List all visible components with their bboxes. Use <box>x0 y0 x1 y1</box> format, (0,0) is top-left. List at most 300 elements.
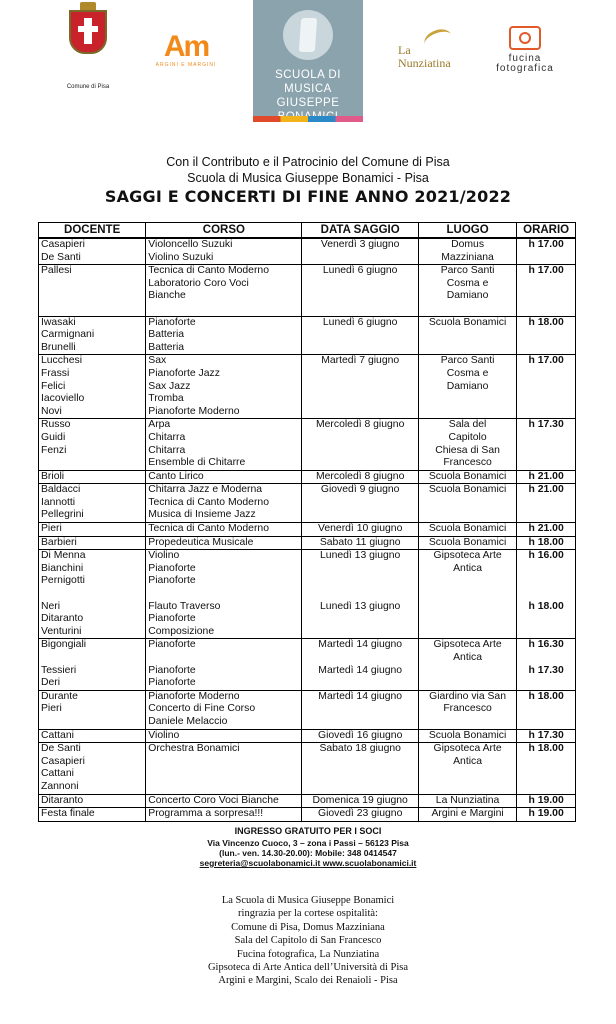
docente-cell: Pellegrini <box>39 509 146 522</box>
table-row <box>39 690 576 703</box>
data-cell: Domenica 19 giugno <box>302 794 418 808</box>
orario-cell <box>517 756 576 769</box>
corso-cell: Tromba <box>146 393 302 406</box>
data-cell <box>302 756 418 769</box>
orario-cell: h 17.30 <box>517 419 576 432</box>
orario-cell <box>517 677 576 690</box>
orario-cell <box>517 445 576 458</box>
data-cell: Lunedì 13 giugno <box>302 601 418 614</box>
orario-cell: h 17.30 <box>517 665 576 678</box>
docente-cell: Iacoviello <box>39 393 146 406</box>
corso-cell: Chitarra Jazz e Moderna <box>146 484 302 497</box>
luogo-cell: La Nunziatina <box>418 794 516 808</box>
data-cell: Venerdì 10 giugno <box>302 523 418 537</box>
luogo-cell <box>418 393 516 406</box>
docente-cell: Casapieri <box>39 756 146 769</box>
luogo-cell <box>418 781 516 794</box>
data-cell <box>302 290 418 303</box>
luogo-cell: Parco Santi <box>418 355 516 368</box>
corso-cell: Pianoforte Moderno <box>146 690 302 703</box>
sponsor-line: Con il Contributo e il Patrocinio del Comune di Pisa <box>166 155 450 169</box>
luogo-cell: Gipsoteca Arte <box>418 639 516 652</box>
docente-cell: Brunelli <box>39 342 146 355</box>
orario-cell <box>517 381 576 394</box>
orario-cell: h 17.30 <box>517 729 576 743</box>
data-cell: Giovedì 9 giugno <box>302 484 418 497</box>
luogo-cell <box>418 626 516 639</box>
luogo-cell <box>418 329 516 342</box>
luogo-cell: Scuola Bonamici <box>418 536 516 550</box>
luogo-cell <box>418 613 516 626</box>
corso-cell: Violino <box>146 550 302 563</box>
data-cell <box>302 406 418 419</box>
corso-cell: Musica di Insieme Jazz <box>146 509 302 522</box>
table-row <box>39 781 576 794</box>
table-row <box>39 665 576 678</box>
table-row <box>39 509 576 522</box>
fucina-fotografica-logo <box>495 26 555 74</box>
data-cell <box>302 509 418 522</box>
docente-cell: Bianchini <box>39 563 146 576</box>
data-cell <box>302 432 418 445</box>
thanks-line: Comune di Pisa, Domus Mazziniana <box>231 921 385 933</box>
orario-cell: h 16.30 <box>517 639 576 652</box>
luogo-cell <box>418 509 516 522</box>
thanks-line: Argini e Margini, Scalo dei Renaioli - Pisa <box>218 975 398 987</box>
thanks-line: Gipsoteca di Arte Antica dell’Università di Pisa <box>207 962 409 974</box>
luogo-cell <box>418 677 516 690</box>
corso-cell: Propedeutica Musicale <box>146 536 302 550</box>
corso-cell: Orchestra Bonamici <box>146 743 302 756</box>
corso-cell: Tecnica di Canto Moderno <box>146 497 302 510</box>
corso-cell: Violoncello Suzuki <box>146 238 302 252</box>
schedule-body <box>39 238 576 821</box>
table-row <box>39 290 576 303</box>
orario-cell <box>517 303 576 316</box>
table-row <box>39 652 576 665</box>
docente-cell: Iwasaki <box>39 316 146 329</box>
docente-cell: Ditaranto <box>39 794 146 808</box>
docente-cell <box>39 290 146 303</box>
table-row <box>39 613 576 626</box>
docente-cell: Ditaranto <box>39 613 146 626</box>
luogo-cell: Scuola Bonamici <box>418 316 516 329</box>
docente-cell <box>39 457 146 470</box>
docente-cell: De Santi <box>39 252 146 265</box>
docente-cell: Barbieri <box>39 536 146 550</box>
luogo-cell: Chiesa di San <box>418 445 516 458</box>
corso-cell: Pianoforte <box>146 563 302 576</box>
data-cell: Mercoledì 8 giugno <box>302 419 418 432</box>
orario-cell <box>517 563 576 576</box>
docente-cell: Pieri <box>39 523 146 537</box>
orario-cell <box>517 575 576 588</box>
orario-cell: h 19.00 <box>517 794 576 808</box>
corso-cell: Chitarra <box>146 432 302 445</box>
orario-cell <box>517 432 576 445</box>
corso-cell: Chitarra <box>146 445 302 458</box>
table-row <box>39 238 576 252</box>
data-cell: Lunedì 6 giugno <box>302 265 418 278</box>
luogo-cell: Gipsoteca Arte <box>418 550 516 563</box>
orario-cell <box>517 509 576 522</box>
table-row <box>39 536 576 550</box>
table-row <box>39 368 576 381</box>
table-row <box>39 523 576 537</box>
luogo-cell: Giardino via San <box>418 690 516 703</box>
table-header-row <box>39 223 576 239</box>
luogo-cell: Cosma e <box>418 368 516 381</box>
docente-cell: Felici <box>39 381 146 394</box>
data-cell <box>302 445 418 458</box>
website-link[interactable]: www.scuolabonamici.it <box>322 858 417 868</box>
corso-cell <box>146 756 302 769</box>
orario-cell <box>517 329 576 342</box>
luogo-cell <box>418 601 516 614</box>
table-row <box>39 278 576 291</box>
table-row <box>39 252 576 265</box>
luogo-cell <box>418 575 516 588</box>
orario-cell: h 19.00 <box>517 808 576 822</box>
data-cell <box>302 457 418 470</box>
docente-cell: Pieri <box>39 703 146 716</box>
table-row <box>39 756 576 769</box>
table-row <box>39 470 576 484</box>
table-row <box>39 381 576 394</box>
orario-cell: h 17.00 <box>517 265 576 278</box>
sponsor-logos <box>0 0 616 122</box>
column-header-corso: CORSO <box>146 223 302 239</box>
corso-cell: Pianoforte <box>146 677 302 690</box>
corso-cell: Sax <box>146 355 302 368</box>
docente-cell: Cattani <box>39 729 146 743</box>
docente-cell: Durante <box>39 690 146 703</box>
orario-cell <box>517 252 576 265</box>
data-cell <box>302 768 418 781</box>
school-line: Scuola di Musica Giuseppe Bonamici - Pisa <box>187 171 429 185</box>
orario-cell <box>517 342 576 355</box>
data-cell: Mercoledì 8 giugno <box>302 470 418 484</box>
docente-cell <box>39 303 146 316</box>
corso-cell: Violino Suzuki <box>146 252 302 265</box>
corso-cell: Pianoforte <box>146 613 302 626</box>
docente-cell: Iannotti <box>39 497 146 510</box>
data-cell: Martedì 14 giugno <box>302 690 418 703</box>
footer-title: INGRESSO GRATUITO PER I SOCI <box>234 826 382 836</box>
table-row <box>39 550 576 563</box>
pisa-crest-icon <box>69 10 107 54</box>
luogo-cell: Scuola Bonamici <box>418 470 516 484</box>
table-row <box>39 743 576 756</box>
table-row <box>39 303 576 316</box>
orario-cell <box>517 368 576 381</box>
docente-cell: Pernigotti <box>39 575 146 588</box>
data-cell <box>302 652 418 665</box>
data-cell <box>302 497 418 510</box>
table-row <box>39 329 576 342</box>
luogo-cell <box>418 303 516 316</box>
data-cell: Martedì 14 giugno <box>302 665 418 678</box>
luogo-cell: Antica <box>418 652 516 665</box>
table-row <box>39 703 576 716</box>
corso-cell <box>146 303 302 316</box>
data-cell: Giovedì 16 giugno <box>302 729 418 743</box>
table-row <box>39 729 576 743</box>
table-row <box>39 716 576 729</box>
orario-cell: h 21.00 <box>517 470 576 484</box>
luogo-cell <box>418 342 516 355</box>
data-cell <box>302 278 418 291</box>
table-row <box>39 677 576 690</box>
orario-cell <box>517 457 576 470</box>
docente-cell: De Santi <box>39 743 146 756</box>
orario-cell: h 16.00 <box>517 550 576 563</box>
column-header-luogo: LUOGO <box>418 223 516 239</box>
docente-cell: Frassi <box>39 368 146 381</box>
data-cell: Martedì 14 giugno <box>302 639 418 652</box>
luogo-cell: Domus <box>418 238 516 252</box>
table-row <box>39 316 576 329</box>
docente-cell: Russo <box>39 419 146 432</box>
docente-cell: Deri <box>39 677 146 690</box>
corso-cell: Pianoforte <box>146 316 302 329</box>
corso-cell: Tecnica di Canto Moderno <box>146 265 302 278</box>
corso-cell <box>146 768 302 781</box>
corso-cell: Sax Jazz <box>146 381 302 394</box>
luogo-cell: Cosma e <box>418 278 516 291</box>
corso-cell: Pianoforte <box>146 665 302 678</box>
table-row <box>39 626 576 639</box>
schedule-table <box>38 222 576 822</box>
nunziatina-line2: Nunziatina <box>398 56 451 70</box>
corso-cell: Composizione <box>146 626 302 639</box>
orario-cell <box>517 626 576 639</box>
orario-cell <box>517 406 576 419</box>
table-row <box>39 342 576 355</box>
data-cell <box>302 368 418 381</box>
orario-cell <box>517 613 576 626</box>
data-cell: Martedì 7 giugno <box>302 355 418 368</box>
fucina-line1: fucina <box>508 53 542 64</box>
thanks-line: Sala del Capitolo di San Francesco <box>234 935 382 947</box>
corso-cell <box>146 781 302 794</box>
footer-hours: (lun.- ven. 14.30-20.00): Mobile: 348 0414547 <box>219 848 397 858</box>
orario-cell <box>517 290 576 303</box>
luogo-cell: Scuola Bonamici <box>418 729 516 743</box>
data-cell <box>302 613 418 626</box>
luogo-cell: Francesco <box>418 457 516 470</box>
data-cell <box>302 626 418 639</box>
column-header-docente: DOCENTE <box>39 223 146 239</box>
corso-cell: Arpa <box>146 419 302 432</box>
corso-cell: Concerto Coro Voci Bianche <box>146 794 302 808</box>
orario-cell <box>517 768 576 781</box>
table-row <box>39 457 576 470</box>
orario-cell: h 18.00 <box>517 536 576 550</box>
table-row <box>39 484 576 497</box>
corso-cell: Pianoforte <box>146 639 302 652</box>
orario-cell <box>517 588 576 601</box>
fucina-line2: fotografica <box>496 63 554 74</box>
table-row <box>39 445 576 458</box>
thanks-block <box>0 894 616 988</box>
orario-cell <box>517 652 576 665</box>
docente-cell: Baldacci <box>39 484 146 497</box>
table-row <box>39 406 576 419</box>
am-caption: ARGINI E MARGINI <box>155 62 217 68</box>
luogo-cell: Damiano <box>418 290 516 303</box>
thanks-line: Fucina fotografica, La Nunziatina <box>236 948 380 960</box>
docente-cell: Di Menna <box>39 550 146 563</box>
footer-address: Via Vincenzo Cuoco, 3 – zona i Passi – 56123 Pisa <box>207 838 409 848</box>
data-cell <box>302 588 418 601</box>
nunziatina-line1: La <box>398 43 411 57</box>
scuola-bonamici-logo <box>253 0 363 122</box>
comune-caption: Comune di Pisa <box>66 84 110 90</box>
data-cell <box>302 677 418 690</box>
corso-cell: Canto Lirico <box>146 470 302 484</box>
luogo-cell: Gipsoteca Arte <box>418 743 516 756</box>
table-row <box>39 575 576 588</box>
data-cell <box>302 303 418 316</box>
comune-di-pisa-logo <box>60 10 116 90</box>
corso-cell: Ensemble di Chitarre <box>146 457 302 470</box>
data-cell <box>302 252 418 265</box>
docente-cell <box>39 716 146 729</box>
luogo-cell: Capitolo <box>418 432 516 445</box>
color-stripe <box>253 116 363 122</box>
luogo-cell: Francesco <box>418 703 516 716</box>
data-cell: Sabato 11 giugno <box>302 536 418 550</box>
luogo-cell: Mazziniana <box>418 252 516 265</box>
luogo-cell: Antica <box>418 756 516 769</box>
data-cell <box>302 393 418 406</box>
orario-cell: h 18.00 <box>517 743 576 756</box>
docente-cell: Pallesi <box>39 265 146 278</box>
thanks-line: ringrazia per la cortese ospitalità: <box>238 908 378 920</box>
docente-cell: Venturini <box>39 626 146 639</box>
corso-cell <box>146 652 302 665</box>
luogo-cell <box>418 497 516 510</box>
corso-cell: Pianoforte Moderno <box>146 406 302 419</box>
orario-cell: h 21.00 <box>517 484 576 497</box>
corso-cell: Tecnica di Canto Moderno <box>146 523 302 537</box>
corso-cell: Programma a sorpresa!!! <box>146 808 302 822</box>
data-cell <box>302 575 418 588</box>
data-cell: Lunedì 6 giugno <box>302 316 418 329</box>
data-cell: Sabato 18 giugno <box>302 743 418 756</box>
luogo-cell: Scuola Bonamici <box>418 484 516 497</box>
data-cell <box>302 781 418 794</box>
footer-links <box>0 858 616 868</box>
luogo-cell <box>418 716 516 729</box>
data-cell: Venerdì 3 giugno <box>302 238 418 252</box>
table-row <box>39 432 576 445</box>
thanks-line: La Scuola di Musica Giuseppe Bonamici <box>221 895 395 906</box>
table-row <box>39 563 576 576</box>
table-row <box>39 768 576 781</box>
corso-cell: Concerto di Fine Corso <box>146 703 302 716</box>
corso-cell: Pianoforte <box>146 575 302 588</box>
data-cell <box>302 342 418 355</box>
luogo-cell: Sala del <box>418 419 516 432</box>
docente-cell: Casapieri <box>39 238 146 252</box>
luogo-cell: Parco Santi <box>418 265 516 278</box>
page-title: SAGGI E CONCERTI DI FINE ANNO 2021/2022 <box>104 187 512 206</box>
docente-cell <box>39 278 146 291</box>
docente-cell: Guidi <box>39 432 146 445</box>
table-row <box>39 497 576 510</box>
orario-cell: h 18.00 <box>517 316 576 329</box>
data-cell <box>302 703 418 716</box>
docente-cell: Cattani <box>39 768 146 781</box>
camera-icon <box>509 26 541 50</box>
column-header-orario: ORARIO <box>517 223 576 239</box>
table-row <box>39 601 576 614</box>
table-row <box>39 265 576 278</box>
table-row <box>39 355 576 368</box>
orario-cell <box>517 703 576 716</box>
docente-cell: Zannoni <box>39 781 146 794</box>
table-row <box>39 393 576 406</box>
luogo-cell: Scuola Bonamici <box>418 523 516 537</box>
docente-cell: Fenzi <box>39 445 146 458</box>
corso-cell: Violino <box>146 729 302 743</box>
table-row <box>39 808 576 822</box>
corso-cell <box>146 588 302 601</box>
docente-cell <box>39 652 146 665</box>
scuola-logo-line1: SCUOLA DI MUSICA <box>275 69 341 95</box>
corso-cell: Batteria <box>146 342 302 355</box>
luogo-cell <box>418 665 516 678</box>
orario-cell: h 17.00 <box>517 238 576 252</box>
docente-cell: Lucchesi <box>39 355 146 368</box>
orario-cell: h 17.00 <box>517 355 576 368</box>
corso-cell: Flauto Traverso <box>146 601 302 614</box>
docente-cell: Carmignani <box>39 329 146 342</box>
orario-cell <box>517 781 576 794</box>
corso-cell: Laboratorio Coro Voci <box>146 278 302 291</box>
orario-cell: h 21.00 <box>517 523 576 537</box>
luogo-cell <box>418 768 516 781</box>
table-row <box>39 588 576 601</box>
table-row <box>39 419 576 432</box>
docente-cell: Bigongiali <box>39 639 146 652</box>
argini-margini-logo <box>150 32 222 68</box>
docente-cell: Brioli <box>39 470 146 484</box>
corso-cell: Bianche <box>146 290 302 303</box>
orario-cell <box>517 716 576 729</box>
luogo-cell: Antica <box>418 563 516 576</box>
data-cell: Giovedì 23 giugno <box>302 808 418 822</box>
docente-cell <box>39 588 146 601</box>
am-mark: Am <box>163 30 209 63</box>
luogo-cell: Argini e Margini <box>418 808 516 822</box>
orario-cell <box>517 393 576 406</box>
docente-cell: Festa finale <box>39 808 146 822</box>
corso-cell: Pianoforte Jazz <box>146 368 302 381</box>
data-cell: Lunedì 13 giugno <box>302 550 418 563</box>
orario-cell <box>517 497 576 510</box>
column-header-data: DATA SAGGIO <box>302 223 418 239</box>
corso-cell: Daniele Melaccio <box>146 716 302 729</box>
orario-cell: h 18.00 <box>517 690 576 703</box>
table-row <box>39 639 576 652</box>
email-link[interactable]: segreteria@scuolabonamici.it <box>199 858 321 868</box>
data-cell <box>302 329 418 342</box>
luogo-cell: Damiano <box>418 381 516 394</box>
data-cell <box>302 716 418 729</box>
